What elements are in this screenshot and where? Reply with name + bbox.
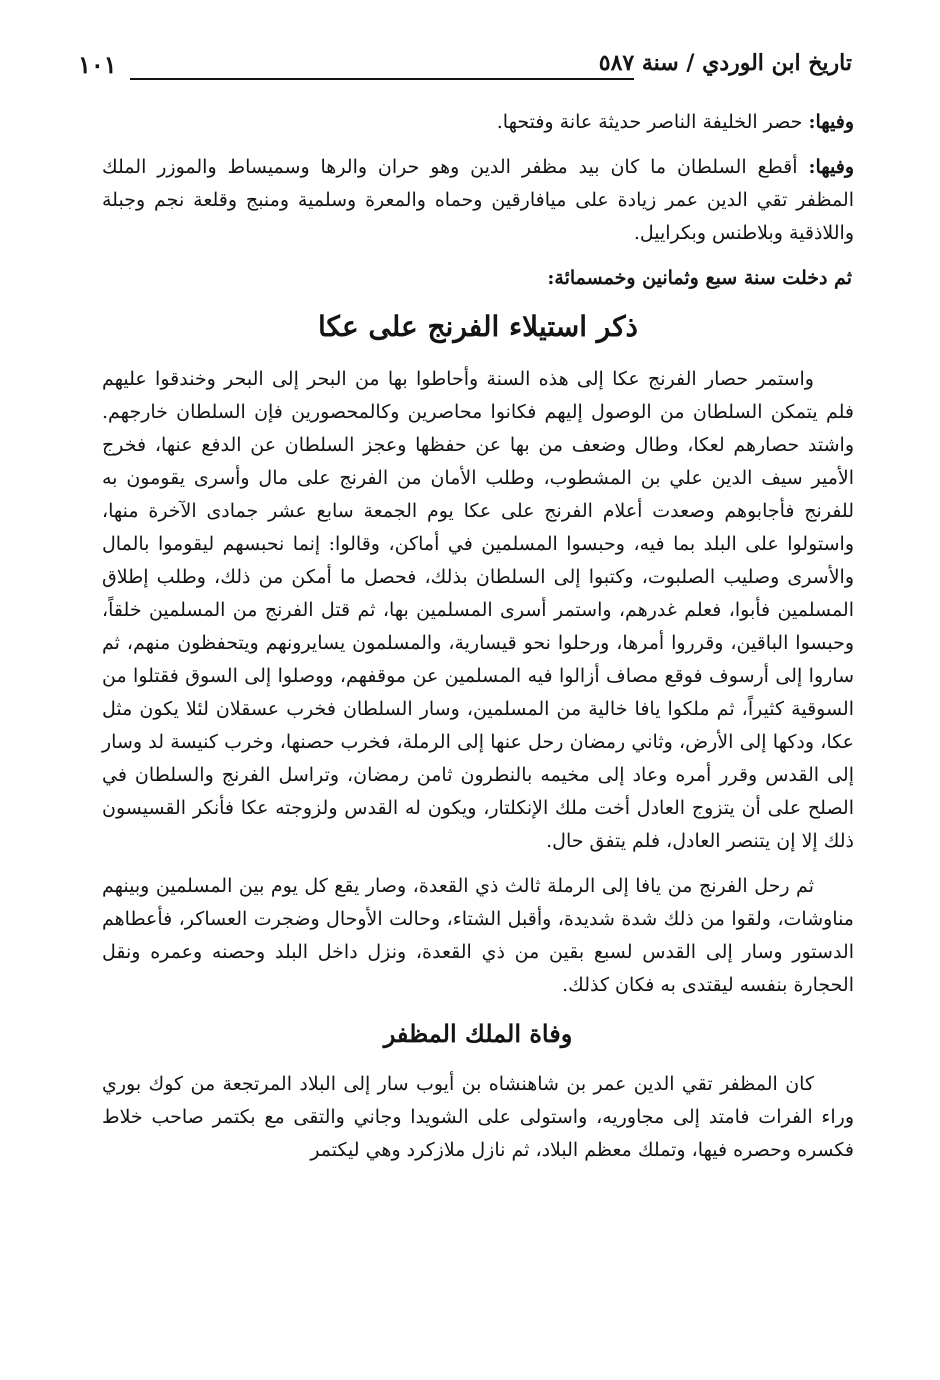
page-content <box>102 106 854 1179</box>
running-head <box>78 50 852 90</box>
paragraph-sultan-grant <box>102 151 854 250</box>
paragraph-acre-siege: واستمر حصار الفرنج عكا إلى هذه السنة وأحاطوا بها من البحر إلى البحر وخندقوا عليهم فلم يتمكن السلطان من الوصول إليهم فكانوا محاصرين وكالمحصورين فإن السلطان خارجهم. واشتد حصارهم لعكا، وطال وضعف من بها عن حفظها وعجز السلطان عن الدفع عنها، فخرج الأمير سيف الدين علي بن المشطوب، وطلب الأمان من الفرنج على مال وأسرى يقومون به للفرنج فأجابوهم وصعدت أعلام الفرنج على عكا يوم الجمعة سابع عشر جمادى الآخرة منها، واستولوا على البلد بما فيه، وحبسوا المسلمين في أماكن، وقالوا: إنما نحبسهم ليقوموا بالمال والأسرى وصليب الصلبوت، وكتبوا إلى السلطان بذلك، فحصل ما أمكن من ذلك، وطلب إطلاق المسلمين فأبوا، فعلم غدرهم، واستمر أسرى المسلمين بها، ثم قتل الفرنج من المسلمين خلقاً، وحبسوا الباقين، وقرروا أمرها، ورحلوا نحو قيسارية، والمسلمون يسايرونهم ويتحفظون منهم، ثم ساروا إلى أرسوف فوقع مصاف أزالوا فيه المسلمين عن موقفهم، ووصلوا إلى السوق فقتلوا من السوقية كثيراً، ثم ملكوا يافا خالية من المسلمين، وسار السلطان فخرب عسقلان لئلا يكون مثل عكا، ودكها إلى الأرض، وثاني رمضان رحل عنها إلى الرملة، فخرب حصنها، وخرب كنيسة لد وسار إلى القدس وقرر أمره وعاد إلى مخيمه بالنطرون ثامن رمضان، وتراسل الفرنج والسلطان في الصلح على أن يتزوج العادل أخت ملك الإنكلتار، ويكون له القدس ولزوجته عكا فأنكر القسيسون ذلك إلا إن يتنصر العادل، فلم يتفق حال. <box>102 368 854 852</box>
section-title-muzaffar-death: وفاة الملك المظفر <box>383 1019 573 1048</box>
paragraph-text: حصر الخليفة الناصر حديثة عانة وفتحها. <box>496 111 803 133</box>
paragraph-muzaffar: كان المظفر تقي الدين عمر بن شاهنشاه بن أيوب سار إلى البلاد المرتجعة من كوك بوري وراء الفرات فامتد إلى مجاوريه، واستولى على الشويدا وجاني والتقى مع بكتمر صاحب خلاط فكسره وحصره فيها، وتملك معظم البلاد، ثم نازل ملازكرد وهي ليكتمر <box>102 1073 854 1161</box>
paragraph-lead: وفيها: <box>808 156 854 178</box>
year-heading: ثم دخلت سنة سبع وثمانين وخمسمائة: <box>547 267 852 289</box>
running-title: تاريخ ابن الوردي / سنة ٥٨٧ <box>598 50 852 76</box>
paragraph-franks-ramla: ثم رحل الفرنج من يافا إلى الرملة ثالث ذي القعدة، وصار يقع كل يوم بين المسلمين وبينهم مناوشات، ولقوا من ذلك شدة شديدة، وأقبل الشتاء، وحالت الأوحال وضجرت العساكر، فأعطاهم الدستور وسار إلى القدس لسبع بقين من ذي القعدة، ونزل داخل البلد وحصنه وعمره ونقل الحجارة بنفسه ليقتدى به فكان كذلك. <box>102 875 854 996</box>
paragraph-lead: وفيها: <box>808 111 854 133</box>
header-rule <box>130 78 634 80</box>
paragraph-caliph-siege <box>102 106 854 139</box>
page-number: ١٠١ <box>78 50 117 79</box>
paragraph-text: أقطع السلطان ما كان بيد مظفر الدين وهو حران والرها وسميساط والموزر الملك المظفر تقي الدين عمر زيادة على ميافارقين وحماه والمعرة وسلمية ومنبج وقلعة نجم وجبلة واللاذقية وبلاطنس وبكراييل. <box>102 156 854 244</box>
section-title-acre: ذكر استيلاء الفرنج على عكا <box>317 310 639 343</box>
